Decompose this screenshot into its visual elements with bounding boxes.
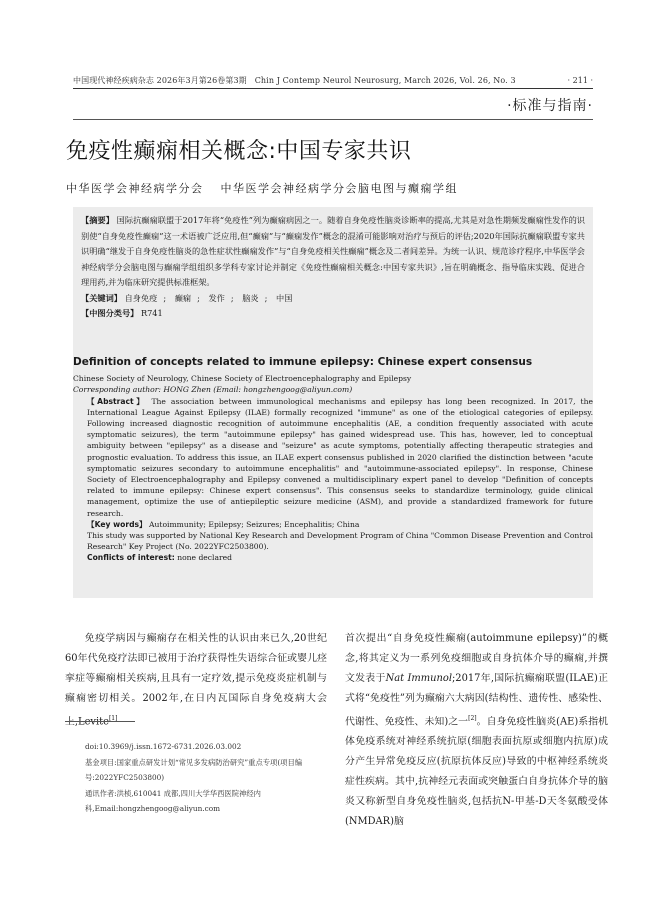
doi: doi:10.3969/j.issn.1672-6731.2026.03.002 bbox=[85, 742, 242, 751]
running-header bbox=[73, 75, 593, 86]
section-rule bbox=[73, 119, 593, 120]
author-list bbox=[66, 180, 458, 196]
classification-value: R741 bbox=[140, 308, 163, 318]
keywords-cn: 【关键词】 自身免疫 ; 癫痫 ; 发作 ; 脑炎 ; 中国 bbox=[81, 292, 293, 303]
article-title: 免疫性癫痫相关概念:中国专家共识 bbox=[66, 139, 412, 164]
abstract-en-text: The association between immunological mechanisms and epilepsy has long been recognized. In 2017, the International League Against Epilepsy (ILAE) formally recognized "immune" as one of the etiological categories of epilepsy. Following increased diagnostic recognition of autoimmune encephalitis (AE, a condition frequently associated with acute symptomatic seizures), the term "autoimmune epilepsy" has gained widespread use. This has, however, led to conceptual ambiguity between "epilepsy" as a disease and "seizure" as acute symptoms, potentially affecting therapeutic strategies and prognostic evaluation. To address this issue, an ILAE expert consensus published in 2020 clarified the distinction between "acute symptomatic seizures secondary to autoimmune encephalitis" and "autoimmune-associated epilepsy". In response, Chinese Society of Electroencephalography and Epilepsy convened a multidisciplinary expert panel to develop "Definition of concepts related to immune epilepsy: Chinese expert consensus". This consensus seeks to standardize terminology, guide clinical management, optimize the use of antiepileptic seizure medicine (ASM), and provide a standardized framework for future research. bbox=[87, 396, 593, 518]
journal-citation: 中国现代神经疾病杂志 2026年3月第26卷第3期 Chin J Contemp Neurol Neurosurg, March 2026, Vol. 26, No. 3 bbox=[73, 76, 516, 85]
header-rule bbox=[73, 88, 593, 89]
body-paragraph: 首次提出“自身免疫性癫痫(autoimmune epilepsy)”的概念,将其定义为一系列免疫细胞或自身抗体介导的癫痫,并撰文发表于Nat Immunol;2017年,国际抗癫痫联盟(ILAE)正式将“免疫性”列为癫痫六大病因(结构性、遗传性、感染性、代谢性、免疫性、未知)之一[2]。自身免疫性脑炎(AE)系指机体免疫系统对神经系统抗原(细胞表面抗原或细胞内抗原)成分产生异常免疫反应(抗原抗体反应)导致的中枢神经系统炎症性疾病。其中,抗神经元表面或突触蛋白自身抗体介导的脑炎又称新型自身免疫性脑炎,包括抗N-甲基-D天冬氨酸受体(NMDAR)脑 bbox=[345, 633, 609, 828]
keyword: 中国 bbox=[276, 292, 293, 303]
keyword: 癫痫 bbox=[174, 292, 192, 303]
abstract-en bbox=[73, 357, 593, 564]
author: 中华医学会神经病学分会脑电图与癫痫学组 bbox=[220, 182, 458, 195]
keyword: 发作 bbox=[208, 292, 225, 303]
authors-en: Chinese Society of Neurology, Chinese Society of Electroencephalography and Epilepsy bbox=[73, 374, 412, 384]
reference-marker: [2] bbox=[468, 715, 477, 722]
body-column-right bbox=[345, 629, 608, 832]
reference-marker: [1] bbox=[108, 715, 118, 722]
journal-name: Nat Immunol bbox=[385, 673, 452, 684]
body-paragraph: 免疫学病因与癫痫存在相关性的认识由来已久,20世纪60年代免疫疗法即已被用于治疗获得性失语综合征或婴儿痉挛症等癫痫相关疾病,且具有一定疗效,提示免疫炎症机制与癫痫密切相关。2002年,在日内瓦国际自身免疫病大会上,Levite[1] bbox=[65, 633, 327, 728]
correspondence-note: 通讯作者:洪桢,610041 成都,四川大学华西医院神经内科,Email:hongzhengoog@aliyun.com bbox=[85, 788, 261, 813]
section-label: ·标准与指南· bbox=[507, 98, 593, 114]
keyword: 自身免疫 bbox=[124, 292, 158, 303]
keyword: 脑炎 bbox=[242, 292, 259, 303]
page-number: · 211 · bbox=[567, 76, 593, 85]
abstract-text: 国际抗癫痫联盟于2017年将“免疫性”列为癫痫病因之一。随着自身免疫性脑炎诊断率的提高,尤其是对急性期频发癫痫性发作的识别使“自身免疫性癫痫”这一术语被广泛应用,但“癫痫”与“癫痫发作”概念的混淆可能影响对治疗与预后的评估;2020年国际抗癫痫联盟专家共识明确“继发于自身免疫性脑炎的急性症状性癫痫发作”与“自身免疫相关性癫痫”概念及二者间差异。为统一认识、规范诊疗程序,中华医学会神经病学分会脑电图与癫痫学组组织多学科专家讨论并制定《免疫性癫痫相关概念:中国专家共识》,旨在明确概念、指导临床实践、促进合理用药,并为临床研究提供标准框架。 bbox=[81, 215, 585, 287]
keywords-en-label: 【Key words】 bbox=[87, 519, 147, 529]
author: 中华医学会神经病学分会 bbox=[66, 182, 204, 195]
abstract-cn bbox=[81, 213, 585, 322]
keywords-en-values: Autoimmunity; Epilepsy; Seizures; Encephalitis; China bbox=[149, 519, 360, 529]
keywords-en bbox=[73, 519, 593, 530]
article-title-en: Definition of concepts related to immune epilepsy: Chinese expert consensus bbox=[73, 356, 533, 368]
classification-cn bbox=[81, 306, 585, 322]
body-column-left bbox=[65, 629, 327, 732]
conflicts-label: Conflicts of interest: bbox=[87, 553, 175, 563]
funding-en: This study was supported by National Key Research and Development Program of China "Common Disease Prevention and Control Research" Key Project (No. 2022YFC2503800). bbox=[87, 531, 593, 552]
corresponding-author: Corresponding author: HONG Zhen (Email: hongzhengoog@aliyun.com) bbox=[73, 385, 353, 395]
abstract-label: 【摘要】 bbox=[81, 215, 114, 225]
footnotes bbox=[65, 739, 327, 817]
funding-note: 基金项目:国家重点研发计划“常见多发病防治研究”重点专项(项目编号:2022YFC2503800) bbox=[85, 757, 303, 782]
abstract-en-label: 【Abstract】 bbox=[87, 396, 147, 406]
keywords-label: 【关键词】 bbox=[81, 292, 122, 303]
classification-label: 【中图分类号】 bbox=[81, 308, 139, 318]
conflicts-en bbox=[73, 552, 593, 563]
conflicts-value: none declared bbox=[177, 553, 232, 563]
abstract-en-body bbox=[73, 396, 593, 519]
footnote-rule bbox=[65, 721, 135, 722]
